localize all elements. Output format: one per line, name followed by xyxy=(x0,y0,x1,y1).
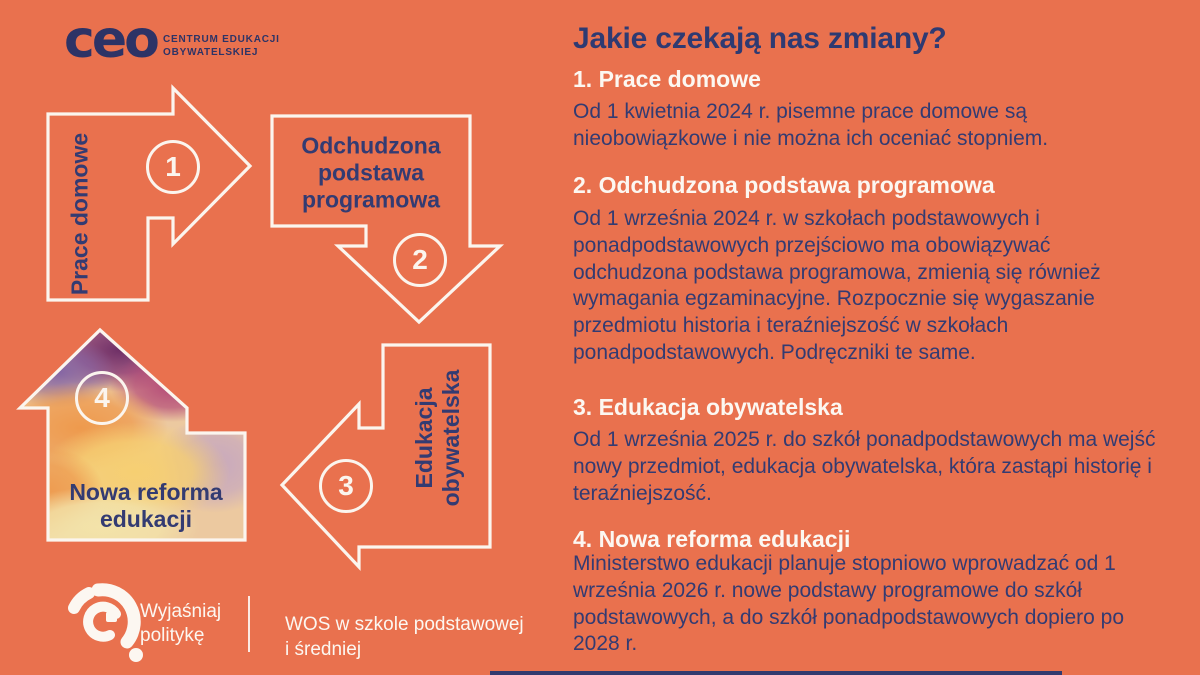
step-2-label: Odchudzona podstawa programowa xyxy=(301,132,441,213)
section-4-heading: 4. Nowa reforma edukacji xyxy=(573,526,851,552)
step-3-number-badge: 3 xyxy=(319,459,373,513)
section-4-body: Ministerstwo edukacji planuje stopniowo wprowadzać od 1 września 2026 r. nowe podstawy programowe do szkół podstawowych, a do szkół ponadpodstawowych dopiero po 2028 r. xyxy=(573,552,1125,656)
section-3-heading: 3. Edukacja obywatelska xyxy=(573,394,843,420)
footer-divider xyxy=(248,596,250,652)
section-2-heading: 2. Odchudzona podstawa programowa xyxy=(573,172,995,198)
ceo-org-line1: CENTRUM EDUKACJI xyxy=(163,34,280,45)
step-1-label: Prace domowe xyxy=(66,132,93,296)
step-4-number-badge: 4 xyxy=(75,371,129,425)
step-3-label: Edukacja obywatelska xyxy=(411,369,464,507)
program-name xyxy=(140,600,221,648)
wyjasniaj-polityke-logo-icon xyxy=(74,590,143,662)
step-2-number-badge: 2 xyxy=(393,233,447,287)
step-1-number-badge: 1 xyxy=(146,140,200,194)
series-name-line2: i średniej xyxy=(285,639,362,660)
page-title: Jakie czekają nas zmiany? xyxy=(573,22,947,55)
program-name-line2: politykę xyxy=(140,625,205,646)
series-name-line1: WOS w szkole podstawowej xyxy=(285,614,524,635)
series-name xyxy=(285,612,524,662)
section-1-body: Od 1 kwietnia 2024 r. pisemne prace domowe są nieobowiązkowe i nie można ich oceniać stopniem. xyxy=(573,100,1049,150)
ceo-org-name xyxy=(163,33,280,59)
ceo-logo: ceo xyxy=(64,10,157,70)
ceo-org-line2: OBYWATELSKIEJ xyxy=(163,47,259,58)
bottom-accent-bar xyxy=(490,671,1062,675)
program-name-line1: Wyjaśniaj xyxy=(140,601,222,622)
section-2-body: Od 1 września 2024 r. w szkołach podstawowych i ponadpodstawowych przejściowo ma obowiązywać odchudzona podstawa programowa, zmienią się również wymagania egzaminacyjne. Rozpocznie się wygaszanie przedmiotu historia i teraźniejszość w szkołach ponadpodstawowych. Podręczniki te same. xyxy=(573,207,1101,364)
step-4-label: Nowa reforma edukacji xyxy=(69,479,223,532)
section-1-heading: 1. Prace domowe xyxy=(573,66,761,92)
section-3-body: Od 1 września 2025 r. do szkół ponadpodstawowych ma wejść nowy przedmiot, edukacja obywatelska, która zastąpi historię i teraźniejszość. xyxy=(573,428,1156,505)
